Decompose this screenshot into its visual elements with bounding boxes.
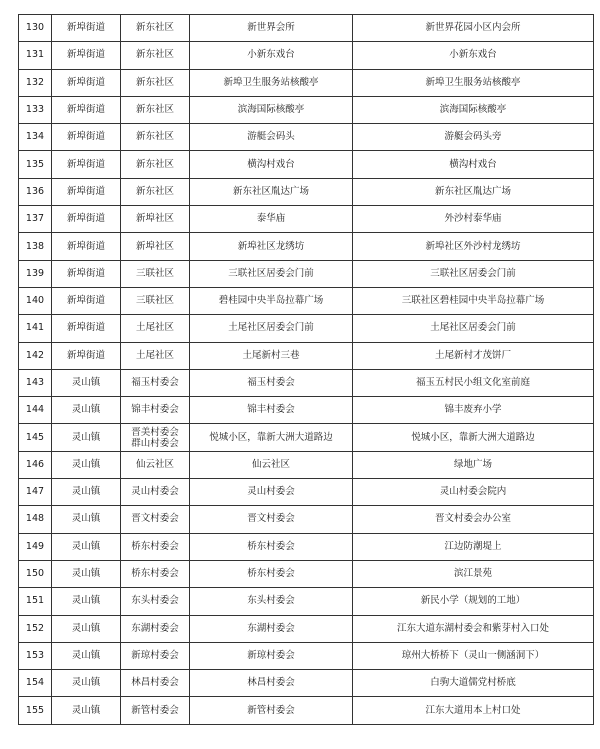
site-name-cell: 东头村委会 [190,588,353,615]
site-name-cell: 新世界会所 [190,15,353,42]
table-row [19,697,594,724]
site-address-cell: 新民小学（规划的工地） [353,588,594,615]
site-name-cell: 碧桂园中央半岛拉幕广场 [190,287,353,314]
row-number-cell: 143 [19,369,52,396]
community-name-cell: 土尾社区 [121,342,190,369]
table-row [19,124,594,151]
site-name-cell: 桥东村委会 [190,560,353,587]
street-name-cell: 新埠街道 [52,342,121,369]
site-name-cell: 桥东村委会 [190,533,353,560]
row-number-cell: 133 [19,96,52,123]
site-name-cell: 灵山村委会 [190,479,353,506]
site-name-cell: 横沟村戏台 [190,151,353,178]
table-row [19,451,594,478]
community-name-cell: 新管村委会 [121,697,190,724]
table-row [19,69,594,96]
street-name-cell: 新埠街道 [52,69,121,96]
site-address-cell: 横沟村戏台 [353,151,594,178]
table-row [19,560,594,587]
site-address-cell: 锦丰废弃小学 [353,397,594,424]
row-number-cell: 137 [19,206,52,233]
street-name-cell: 灵山镇 [52,506,121,533]
site-name-cell: 土尾社区居委会门前 [190,315,353,342]
row-number-cell: 148 [19,506,52,533]
row-number-cell: 155 [19,697,52,724]
site-address-cell: 外沙村泰华庙 [353,206,594,233]
community-name-cell: 晋文村委会 [121,506,190,533]
street-name-cell: 新埠街道 [52,151,121,178]
site-address-cell: 滨海国际核酸亭 [353,96,594,123]
street-name-cell: 新埠街道 [52,96,121,123]
table-row [19,642,594,669]
row-number-cell: 149 [19,533,52,560]
site-name-cell: 新东社区胤达广场 [190,178,353,205]
site-address-cell: 三联社区居委会门前 [353,260,594,287]
row-number-cell: 138 [19,233,52,260]
table-row [19,287,594,314]
community-name-cell: 三联社区 [121,260,190,287]
table-row [19,424,594,451]
site-name-cell: 晋文村委会 [190,506,353,533]
table-row [19,42,594,69]
table-row [19,506,594,533]
street-name-cell: 灵山镇 [52,369,121,396]
table-row [19,151,594,178]
site-address-cell: 白驹大道儒党村桥底 [353,670,594,697]
row-number-cell: 135 [19,151,52,178]
row-number-cell: 145 [19,424,52,451]
site-address-cell: 土尾新村才茂饼厂 [353,342,594,369]
table-row [19,233,594,260]
site-name-cell: 锦丰村委会 [190,397,353,424]
community-name-cell: 新东社区 [121,124,190,151]
community-name-cell: 新东社区 [121,151,190,178]
street-name-cell: 灵山镇 [52,588,121,615]
community-name-cell: 锦丰村委会 [121,397,190,424]
row-number-cell: 153 [19,642,52,669]
street-name-cell: 新埠街道 [52,287,121,314]
site-name-cell: 游艇会码头 [190,124,353,151]
site-name-cell: 仙云社区 [190,451,353,478]
row-number-cell: 131 [19,42,52,69]
community-name-cell: 新东社区 [121,42,190,69]
site-address-cell: 新东社区胤达广场 [353,178,594,205]
site-address-cell: 新埠卫生服务站核酸亭 [353,69,594,96]
street-name-cell: 新埠街道 [52,42,121,69]
community-name-cell: 林昌村委会 [121,670,190,697]
site-name-cell: 小新东戏台 [190,42,353,69]
row-number-cell: 142 [19,342,52,369]
community-name-cell: 晋美村委会 群山村委会 [121,424,190,451]
site-name-cell: 土尾新村三巷 [190,342,353,369]
table-row [19,533,594,560]
site-address-cell: 福玉五村民小组文化室前庭 [353,369,594,396]
community-name-cell: 新东社区 [121,15,190,42]
site-address-cell: 灵山村委会院内 [353,479,594,506]
site-address-cell: 游艇会码头旁 [353,124,594,151]
site-address-cell: 土尾社区居委会门前 [353,315,594,342]
street-name-cell: 新埠街道 [52,260,121,287]
table-row [19,178,594,205]
street-name-cell: 新埠街道 [52,233,121,260]
site-name-cell: 泰华庙 [190,206,353,233]
site-address-cell: 江东大道东湖村委会和紫芽村入口处 [353,615,594,642]
site-address-cell: 江边防潮堤上 [353,533,594,560]
row-number-cell: 150 [19,560,52,587]
table-row [19,15,594,42]
site-name-cell: 滨海国际核酸亭 [190,96,353,123]
table-row [19,206,594,233]
street-name-cell: 灵山镇 [52,615,121,642]
community-name-cell: 桥东村委会 [121,533,190,560]
table-row [19,670,594,697]
site-address-cell: 小新东戏台 [353,42,594,69]
row-number-cell: 139 [19,260,52,287]
site-address-cell: 新埠社区外沙村龙绣坊 [353,233,594,260]
row-number-cell: 152 [19,615,52,642]
street-name-cell: 灵山镇 [52,560,121,587]
street-name-cell: 灵山镇 [52,479,121,506]
street-name-cell: 灵山镇 [52,697,121,724]
site-table [18,14,594,725]
site-address-cell: 江东大道用本上村口处 [353,697,594,724]
community-name-cell: 新埠社区 [121,206,190,233]
community-name-cell: 新东社区 [121,178,190,205]
site-address-cell: 绿地广场 [353,451,594,478]
site-name-cell: 新琼村委会 [190,642,353,669]
street-name-cell: 灵山镇 [52,533,121,560]
row-number-cell: 140 [19,287,52,314]
site-address-cell: 晋文村委会办公室 [353,506,594,533]
row-number-cell: 141 [19,315,52,342]
community-name-cell: 新琼村委会 [121,642,190,669]
table-row [19,479,594,506]
street-name-cell: 灵山镇 [52,451,121,478]
table-row [19,96,594,123]
site-name-cell: 新埠社区龙绣坊 [190,233,353,260]
street-name-cell: 新埠街道 [52,315,121,342]
table-row [19,588,594,615]
community-name-cell: 新埠社区 [121,233,190,260]
site-name-cell: 林昌村委会 [190,670,353,697]
community-name-cell: 新东社区 [121,96,190,123]
site-address-cell: 新世界花园小区内会所 [353,15,594,42]
street-name-cell: 新埠街道 [52,178,121,205]
site-name-cell: 福玉村委会 [190,369,353,396]
row-number-cell: 130 [19,15,52,42]
row-number-cell: 134 [19,124,52,151]
site-address-cell: 滨江景苑 [353,560,594,587]
street-name-cell: 灵山镇 [52,670,121,697]
site-name-cell: 新埠卫生服务站核酸亭 [190,69,353,96]
community-name-cell: 东头村委会 [121,588,190,615]
community-name-cell: 新东社区 [121,69,190,96]
street-name-cell: 新埠街道 [52,15,121,42]
site-name-cell: 新管村委会 [190,697,353,724]
table-row [19,342,594,369]
row-number-cell: 154 [19,670,52,697]
table-row [19,260,594,287]
site-address-cell: 三联社区碧桂园中央半岛拉幕广场 [353,287,594,314]
community-name-cell: 土尾社区 [121,315,190,342]
community-name-cell: 福玉村委会 [121,369,190,396]
site-table-body [19,15,594,725]
table-row [19,369,594,396]
row-number-cell: 144 [19,397,52,424]
community-name-cell: 东湖村委会 [121,615,190,642]
community-name-cell: 三联社区 [121,287,190,314]
community-name-cell: 灵山村委会 [121,479,190,506]
site-name-cell: 悦城小区，靠新大洲大道路边 [190,424,353,451]
site-name-cell: 三联社区居委会门前 [190,260,353,287]
street-name-cell: 灵山镇 [52,424,121,451]
row-number-cell: 151 [19,588,52,615]
row-number-cell: 146 [19,451,52,478]
street-name-cell: 灵山镇 [52,642,121,669]
row-number-cell: 147 [19,479,52,506]
community-name-cell: 仙云社区 [121,451,190,478]
street-name-cell: 新埠街道 [52,206,121,233]
community-name-cell: 桥东村委会 [121,560,190,587]
table-row [19,397,594,424]
site-name-cell: 东湖村委会 [190,615,353,642]
site-address-cell: 琼州大桥桥下（灵山一侧涵洞下） [353,642,594,669]
row-number-cell: 136 [19,178,52,205]
table-row [19,615,594,642]
site-address-cell: 悦城小区，靠新大洲大道路边 [353,424,594,451]
street-name-cell: 新埠街道 [52,124,121,151]
row-number-cell: 132 [19,69,52,96]
table-row [19,315,594,342]
street-name-cell: 灵山镇 [52,397,121,424]
